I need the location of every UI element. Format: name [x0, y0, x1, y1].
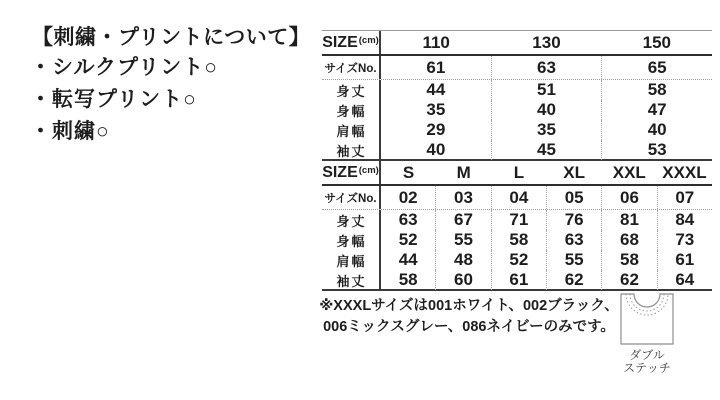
size-label: SIZE: [322, 163, 358, 181]
row-label: 袖丈: [322, 140, 381, 160]
size-no-value: 63: [491, 56, 602, 79]
size-col-header: M: [456, 162, 471, 182]
measurement-value: 63: [546, 230, 601, 250]
measurement-value: 52: [491, 250, 546, 270]
measurement-value: 58: [398, 270, 418, 289]
measurement-value: 68: [601, 230, 656, 250]
measurement-value: 55: [546, 250, 601, 270]
measurement-value: 35: [426, 100, 446, 119]
row-label: 身丈: [322, 80, 381, 100]
measurement-value: 62: [601, 270, 656, 290]
size-tables: [322, 30, 712, 291]
measurement-value: 76: [546, 210, 601, 230]
table-row: [322, 140, 712, 160]
print-info-item: ・シルクプリント○: [30, 56, 218, 79]
row-label: 身丈: [322, 210, 381, 230]
size-no-value: 65: [601, 56, 712, 79]
size-col-header: 150: [642, 32, 671, 52]
size-table: [322, 30, 712, 161]
size-no-value: 06: [601, 186, 656, 209]
size-col-header: 110: [422, 32, 450, 52]
measurement-value: 35: [491, 120, 602, 140]
measurement-value: 53: [601, 140, 712, 160]
size-label: SIZE: [322, 33, 358, 51]
double-stitch-figure: [617, 292, 677, 375]
table-row: [322, 100, 712, 120]
row-label: 身幅: [322, 230, 381, 250]
row-label: 肩幅: [322, 120, 381, 140]
xxxl-color-note: [318, 296, 620, 338]
measurement-value: 44: [426, 80, 446, 99]
table-row: [322, 250, 712, 270]
measurement-value: 55: [435, 230, 490, 250]
table-row: [322, 120, 712, 140]
measurement-value: 81: [601, 210, 656, 230]
measurement-value: 40: [491, 100, 602, 120]
measurement-value: 52: [398, 230, 418, 249]
measurement-value: 64: [657, 270, 712, 290]
measurement-value: 58: [491, 230, 546, 250]
size-col-header: L: [513, 162, 525, 182]
measurement-value: 60: [435, 270, 490, 290]
measurement-value: 45: [491, 140, 602, 160]
print-info-item: ・転写プリント○: [30, 88, 197, 111]
size-unit-label: (cm): [358, 165, 379, 176]
measurement-value: 58: [601, 250, 656, 270]
row-label: 身幅: [322, 100, 381, 120]
table-header-row: [322, 31, 712, 56]
xxxl-color-note-line1: ※XXXLサイズは001ホワイト、002ブラック、: [319, 298, 619, 314]
size-col-header: XXXL: [662, 162, 707, 182]
print-info-panel: [30, 24, 330, 148]
size-no-value: 04: [491, 186, 546, 209]
xxxl-color-note-line2: 006ミックスグレー、086ネイビーのみです。: [323, 319, 615, 335]
size-no-value: 07: [657, 186, 712, 209]
table-row: [322, 210, 712, 230]
print-info-title: 【刺繍・プリントについて】: [32, 26, 311, 49]
size-no-value: 61: [426, 57, 446, 77]
measurement-value: 73: [657, 230, 712, 250]
size-no-row: [322, 186, 712, 210]
double-stitch-label-line2: ステッチ: [623, 361, 671, 375]
double-stitch-neckline-icon: [619, 292, 675, 346]
measurement-rows: [322, 210, 712, 289]
size-header-cell: [322, 31, 381, 54]
size-no-value: 03: [435, 186, 490, 209]
measurement-rows: [322, 80, 712, 159]
measurement-value: 67: [435, 210, 490, 230]
row-label: サイズNo.: [322, 186, 381, 209]
table-header-row: [322, 161, 712, 186]
measurement-value: 61: [491, 270, 546, 290]
measurement-value: 61: [657, 250, 712, 270]
table-row: [322, 80, 712, 100]
measurement-value: 62: [546, 270, 601, 290]
size-table: [322, 161, 712, 291]
double-stitch-label: [617, 349, 677, 375]
measurement-value: 84: [657, 210, 712, 230]
size-col-header: XXL: [612, 162, 646, 182]
row-label: 袖丈: [322, 270, 381, 290]
size-unit-label: (cm): [358, 35, 379, 46]
measurement-value: 29: [426, 120, 446, 139]
measurement-value: 40: [426, 140, 446, 159]
measurement-value: 47: [601, 100, 712, 120]
double-stitch-label-line1: ダブル: [629, 348, 665, 362]
size-no-value: 02: [398, 187, 418, 207]
print-info-list: [30, 52, 330, 148]
measurement-value: 58: [601, 80, 712, 100]
table-row: [322, 270, 712, 290]
row-label: 肩幅: [322, 250, 381, 270]
size-col-header: XL: [563, 162, 585, 182]
measurement-value: 51: [491, 80, 602, 100]
measurement-value: 48: [435, 250, 490, 270]
print-info-item: ・刺繍○: [30, 120, 110, 143]
table-row: [322, 230, 712, 250]
measurement-value: 40: [601, 120, 712, 140]
size-no-row: [322, 56, 712, 80]
measurement-value: 44: [398, 250, 418, 269]
size-col-header: S: [402, 162, 415, 182]
row-label: サイズNo.: [322, 56, 381, 79]
size-col-header: 130: [532, 32, 561, 52]
measurement-value: 71: [491, 210, 546, 230]
size-no-value: 05: [546, 186, 601, 209]
size-header-cell: [322, 161, 381, 184]
measurement-value: 63: [398, 210, 418, 229]
